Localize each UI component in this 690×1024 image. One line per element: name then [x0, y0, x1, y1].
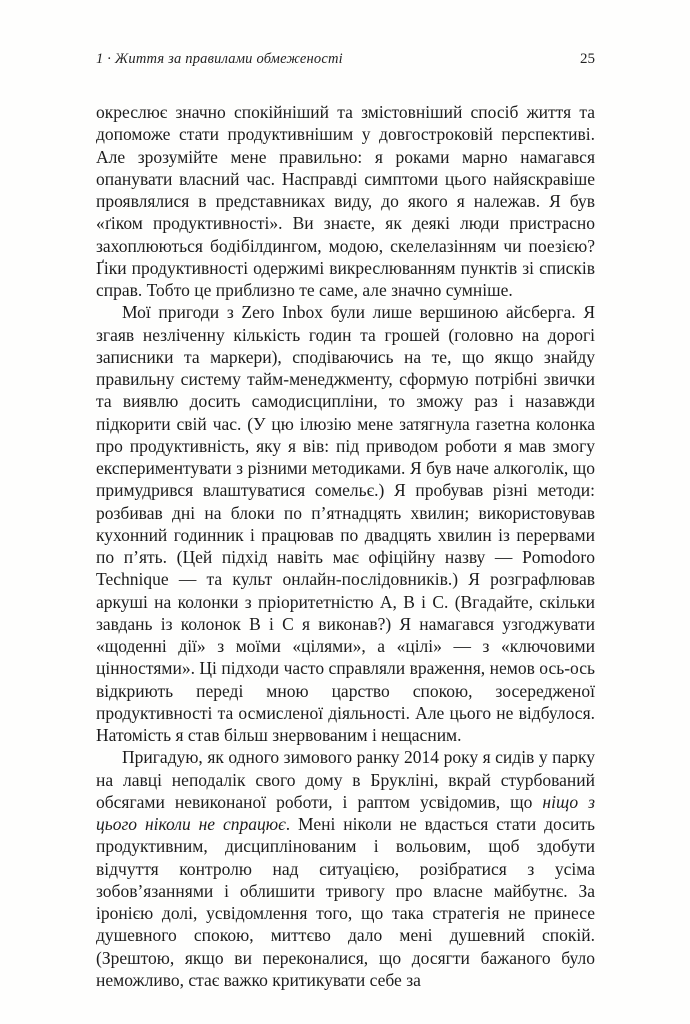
page-number: 25: [580, 51, 595, 67]
page-header: [96, 51, 595, 68]
paragraph-text-after-italic: . Мені ніколи не вдасться стати досить продуктивним, дисциплінованим і вольовим, щоб здобути відчуття контролю над ситуацією, розібратися з усіма зобов’язаннями і облишити тривогу про власне майбутнє. За іронією долі, усвідомлення того, що така стратегія не принесе душевного спокою, миттєво дало мені душевний спокій. (Зрештою, якщо ви переконалися, що досягти бажаного було неможливо, стає важко критикувати себе за: [96, 814, 595, 990]
paragraph-productivity-geek: окреслює значно спокійніший та змістовніший спосіб життя та допоможе стати продуктивнішим у довгостроковій перспективі. Але зрозумійте мене правильно: я роками марно намагався опанувати власний час. Насправді симптоми цього найяскравіше проявлялися в представниках виду, до якого я належав. Я був «ґіком продуктивності». Ви знаєте, як деякі люди пристрасно захоплюються бодібілдингом, модою, скелелазінням чи поезією? Ґіки продуктивності одержимі викреслюванням пунктів зі списків справ. Тобто це приблизно те саме, але значно сумніше.: [96, 102, 595, 300]
running-chapter-title: 1 · Життя за правилами обмеженості: [96, 51, 343, 67]
page-body: [96, 101, 595, 991]
paragraph-park-realization: [96, 746, 595, 991]
italic-phrase: ніщо з цього ніколи не спрацює: [96, 791, 595, 834]
paragraph-text-before-italic: Пригадую, як одного зимового ранку 2014 року я сидів у парку на лавці неподалік свого дому в Брукліні, вкрай стурбований обсягами невиконаної роботи, і раптом усвідомив, що: [96, 747, 595, 812]
paragraph-zero-inbox: Мої пригоди з Zero Inbox були лише вершиною айсберга. Я згаяв незліченну кількість годин та грошей (головно на дорогі записники та маркери), сподіваючись на те, що якщо знайду правильну систему тайм-менеджменту, сформую потрібні звички та виявлю досить самодисципліни, то зможу раз і назавжди підкорити свій час. (У цю ілюзію мене затягнула газетна колонка про продуктивність, яку я вів: під приводом роботи я мав змогу експериментувати з різними методиками. Я був наче алкоголік, що примудрився влаштуватися сомельє.) Я пробував різні методи: розбивав дні на блоки по п’ятнадцять хвилин; використовував кухонний годинник і працював по двадцять хвилин із перервами по п’ять. (Цей підхід навіть має офіційну назву — Pomodoro Technique — та культ онлайн-послідовників.) Я розграфлював аркуші на колонки з пріоритетністю А, В і С. (Вгадайте, скільки завдань із колонок В і С я виконав?) Я намагався узгоджувати «щоденні дії» з моїми «цілями», а «цілі» — з «ключовими цінностями». Ці підходи часто справляли враження, немов ось-ось відкриють переді мною царство спокою, зосередженої продуктивності та осмисленої діяльності. Але цього не відбулося. Натомість я став більш знервованим і нещасним.: [96, 302, 595, 745]
